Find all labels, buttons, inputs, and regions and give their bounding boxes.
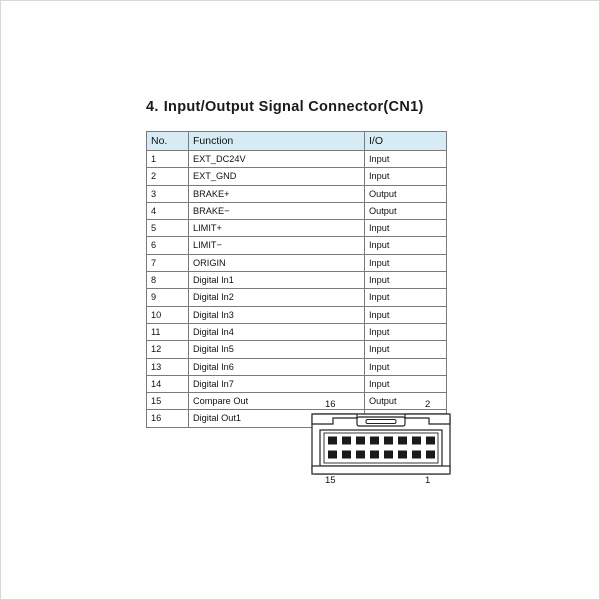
cell-io: Output: [365, 393, 447, 410]
table-row: [147, 323, 447, 340]
table-row: [147, 341, 447, 358]
cell-io: Input: [365, 358, 447, 375]
cell-no: 2: [147, 168, 189, 185]
cell-io: Input: [365, 151, 447, 168]
cell-function: EXT_DC24V: [189, 151, 365, 168]
cell-io: Input: [365, 306, 447, 323]
cell-function: Digital Out1: [189, 410, 365, 427]
cell-no: 3: [147, 185, 189, 202]
table-row: [147, 220, 447, 237]
cell-io: Input: [365, 254, 447, 271]
io-signal-table: [146, 131, 447, 428]
table-row: [147, 168, 447, 185]
table-body: [147, 151, 447, 428]
table-row: [147, 202, 447, 219]
cell-no: 13: [147, 358, 189, 375]
cell-function: Digital In3: [189, 306, 365, 323]
table-row: [147, 358, 447, 375]
table-row: [147, 289, 447, 306]
cell-io: Input: [365, 375, 447, 392]
column-header-function: Function: [189, 132, 365, 151]
table-row: [147, 375, 447, 392]
pin-label-15: 15: [325, 475, 336, 486]
cell-io: Input: [365, 168, 447, 185]
cell-function: Digital In1: [189, 272, 365, 289]
cell-function: LIMIT+: [189, 220, 365, 237]
table-row: [147, 306, 447, 323]
cell-function: Digital In2: [189, 289, 365, 306]
cell-function: Digital In4: [189, 323, 365, 340]
cell-io: Input: [365, 341, 447, 358]
cell-io: Input: [365, 237, 447, 254]
cell-function: BRAKE+: [189, 185, 365, 202]
column-header-io: I/O: [365, 132, 447, 151]
cell-function: BRAKE−: [189, 202, 365, 219]
cell-no: 12: [147, 341, 189, 358]
cell-io: Output: [365, 185, 447, 202]
table-row: [147, 272, 447, 289]
section-title: Input/Output Signal Connector(CN1): [163, 99, 424, 115]
cell-function: ORIGIN: [189, 254, 365, 271]
cell-no: 9: [147, 289, 189, 306]
cell-no: 7: [147, 254, 189, 271]
pin-label-1: 1: [425, 475, 431, 486]
pin-label-16: 16: [325, 399, 336, 410]
cell-io: Input: [365, 289, 447, 306]
cell-no: 10: [147, 306, 189, 323]
cell-function: Digital In5: [189, 341, 365, 358]
cell-function: LIMIT−: [189, 237, 365, 254]
connector-diagram: [301, 399, 461, 489]
cell-no: 16: [147, 410, 189, 427]
cell-io: Input: [365, 272, 447, 289]
cell-no: 4: [147, 202, 189, 219]
cell-io: Input: [365, 323, 447, 340]
cell-function: EXT_GND: [189, 168, 365, 185]
cell-no: 14: [147, 375, 189, 392]
cell-function: Digital In7: [189, 375, 365, 392]
connector-illustration-icon: [311, 413, 451, 475]
cell-no: 11: [147, 323, 189, 340]
table-row: [147, 254, 447, 271]
cell-function: Digital In6: [189, 358, 365, 375]
column-header-no: No.: [147, 132, 189, 151]
section-heading: [146, 99, 424, 115]
cell-no: 6: [147, 237, 189, 254]
table-row: [147, 151, 447, 168]
cell-function: Compare Out: [189, 393, 365, 410]
cell-no: 15: [147, 393, 189, 410]
table-row: [147, 237, 447, 254]
table-row: [147, 185, 447, 202]
table-header-row: [147, 132, 447, 151]
section-number: 4.: [146, 99, 159, 115]
cell-io: Output: [365, 202, 447, 219]
cell-no: 1: [147, 151, 189, 168]
cell-no: 5: [147, 220, 189, 237]
pin-label-2: 2: [425, 399, 431, 410]
cell-no: 8: [147, 272, 189, 289]
cell-io: Input: [365, 220, 447, 237]
